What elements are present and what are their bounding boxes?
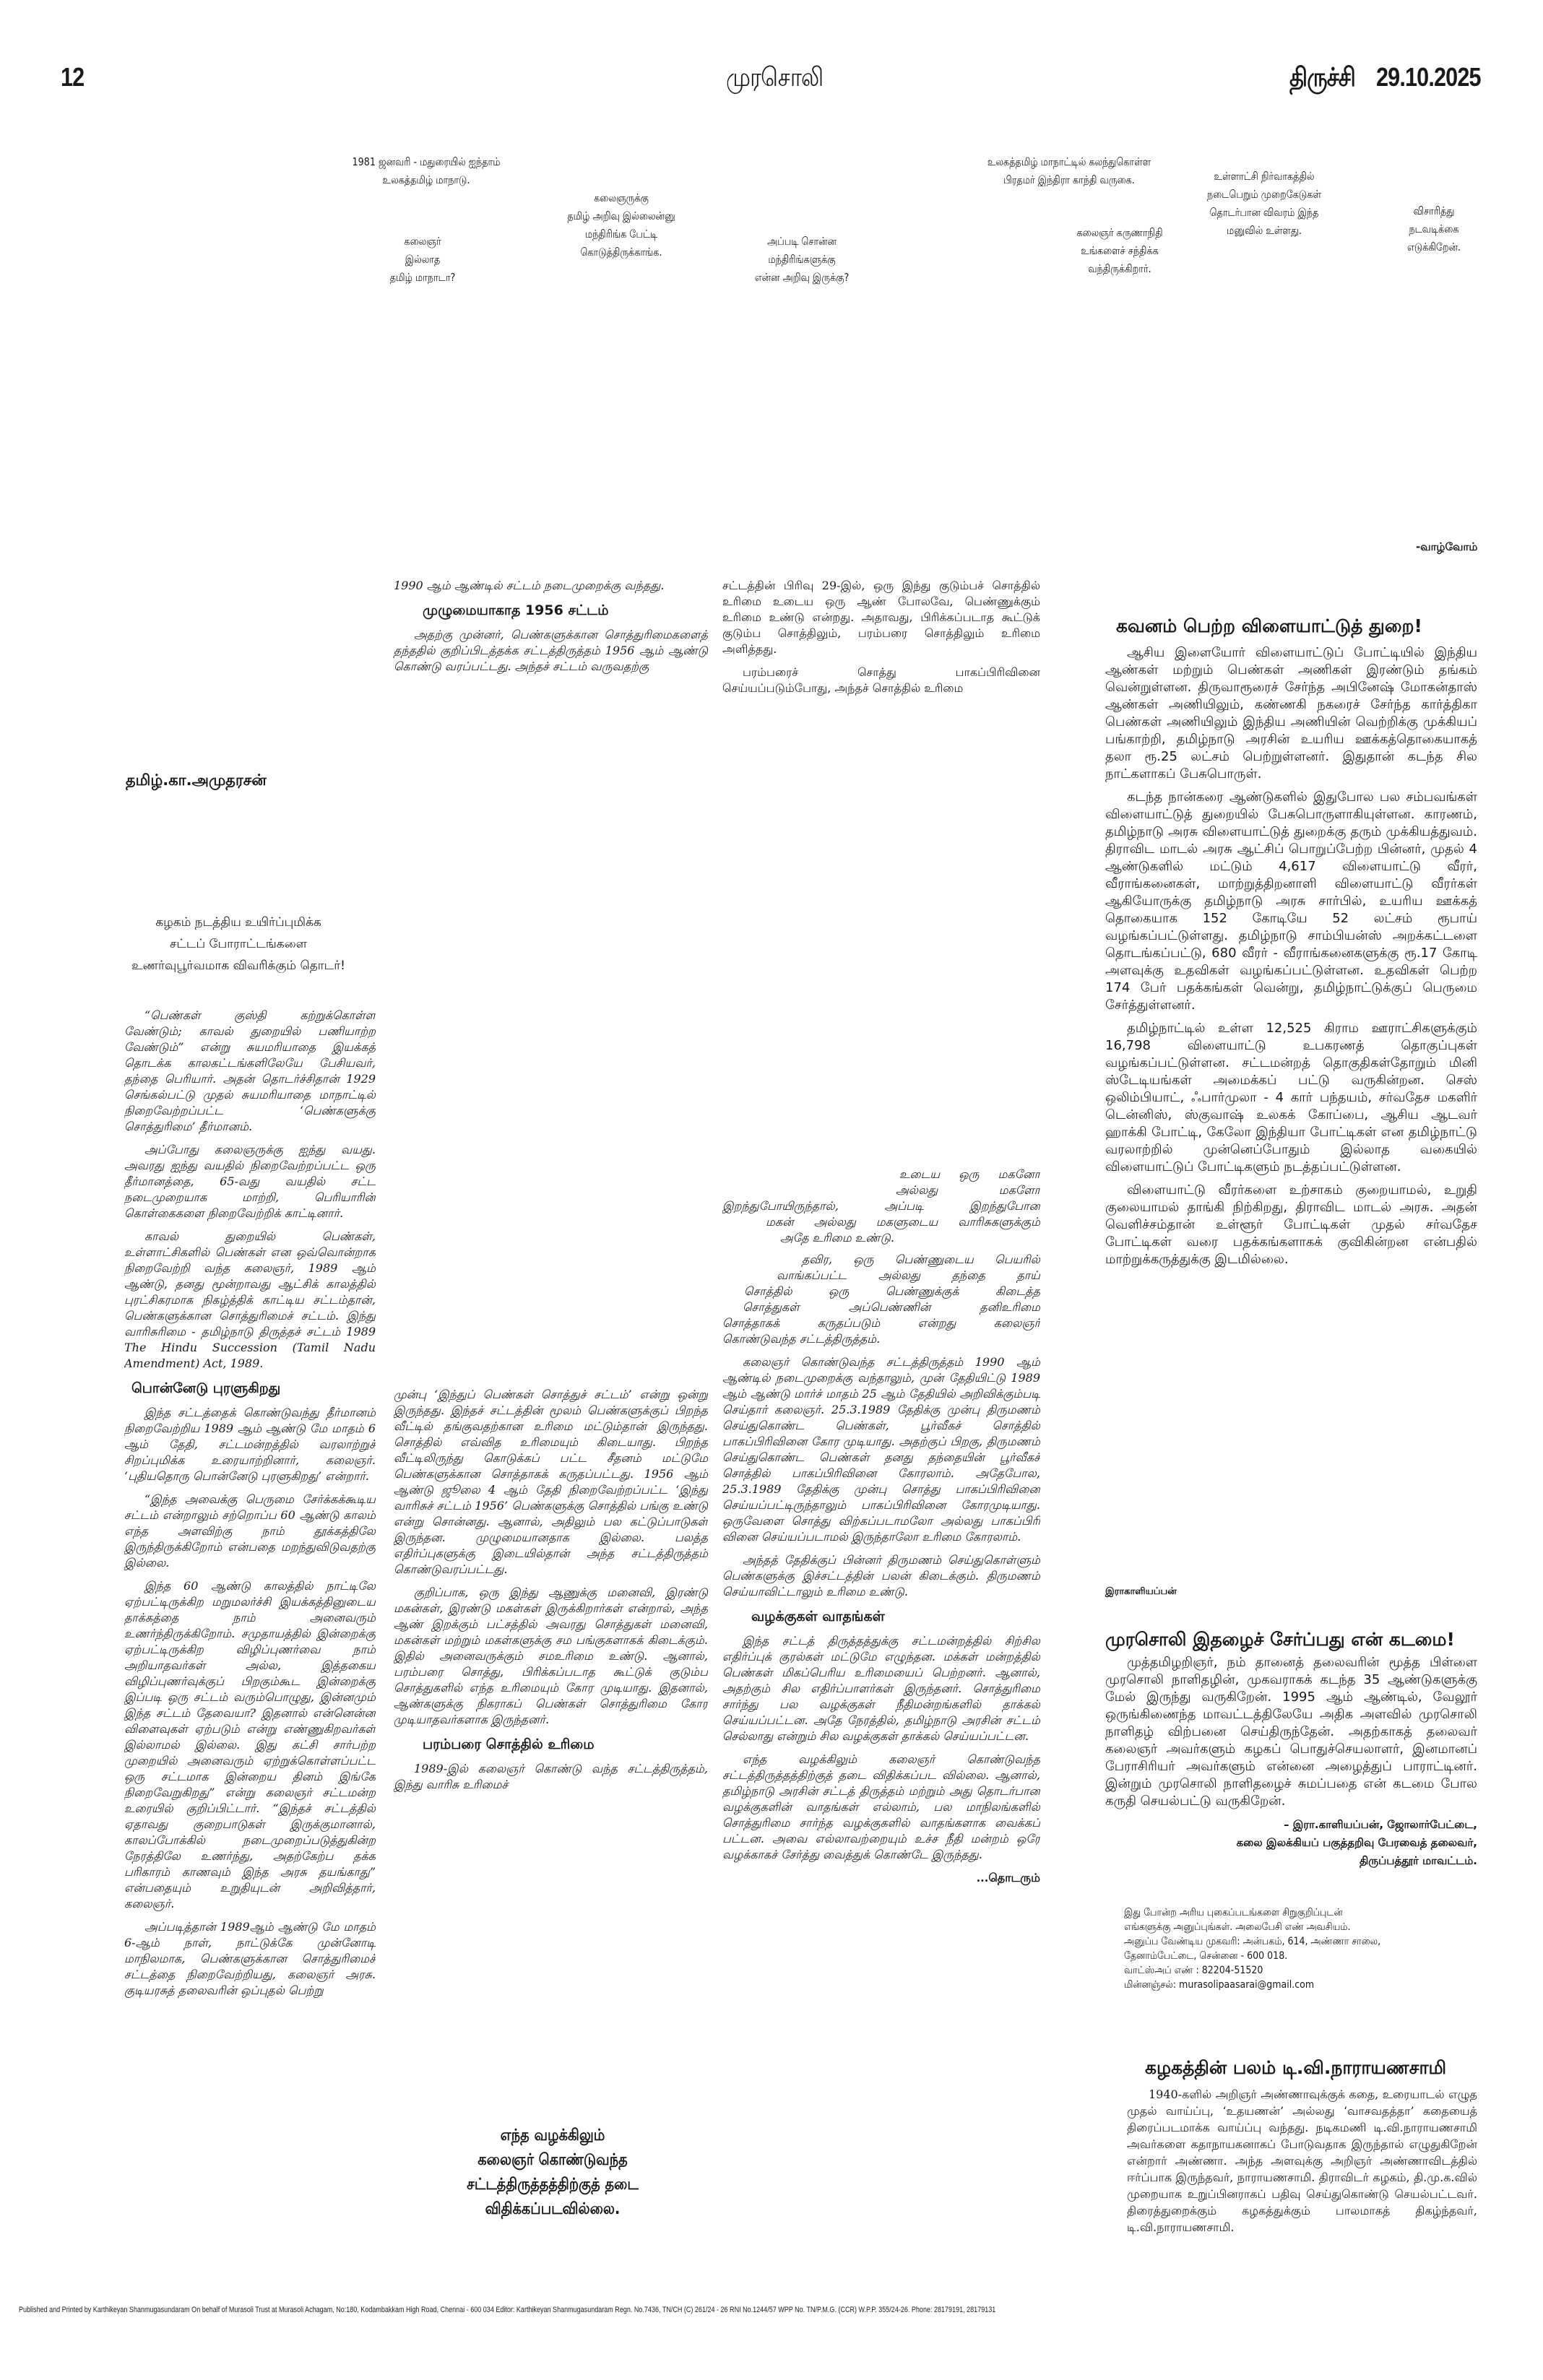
article-column-mid-a-top: [394, 578, 708, 682]
paper-name: முரசொலி: [726, 62, 824, 92]
letter-body: [1105, 1654, 1477, 1870]
caption-line: அப்படி சொன்ன: [767, 235, 837, 248]
sports-article-title: கவனம் பெற்ற விளையாட்டுத் துறை!: [1116, 615, 1422, 636]
paragraph: குறிப்பாக, ஒரு இந்து ஆணுக்கு மனைவி, இரண்டு மகன்கள், இரண்டு மகள்கள் இருக்கிறார்கள் என்றால், அந்த ஆண் இறக்கும் பட்சத்தில் அவரது சொத்துகள் மனைவி, மகன்கள் மற்றும் மகள்களுக்கு சம பங்குகளாகக் கிடைக்கும். இதில் அனைவருக்கும் சமஉரிமை உண்டு. ஆனால், பரம்பரை சொத்து, பிரிக்கப்படாத கூட்டுக் குடும்ப சொத்துகளில் எந்த உரிமையும் கோர முடியாது. இதனால், ஆண்களுக்கு நிகராகப் பெண்கள் சொத்துரிமை கோர முடியாதவர்களாக இருந்தனர்.: [394, 1585, 708, 1726]
caption-line: நடவடிக்கை: [1409, 222, 1459, 235]
author-byline: தமிழ்.கா.அமுதரசன்: [126, 771, 267, 789]
paragraph: “இந்த அவைக்கு பெருமை சேர்க்கக்கூடிய சட்டம் என்றாலும் சற்றொப்ப 60 ஆண்டு காலம் எந்த அளவிற்கு நாம் தூக்கத்திலே இருந்திருக்கிறோம் என்பதை மறந்துவிடுவதற்கு இல்லை.: [124, 1492, 376, 1570]
caption-line: உலகத்தமிழ் மாநாடு.: [382, 173, 470, 186]
subheading: பரம்பரை சொத்தில் உரிமை: [423, 1736, 595, 1752]
text-line: தவிர, ஒரு பெண்ணுடைய பெயரில்: [802, 1252, 1040, 1266]
photo-caption: [959, 153, 1180, 189]
kicker-line: சட்டப் போராட்டங்களை: [169, 937, 308, 951]
quote-line: சட்டத்திருத்தத்திற்குத் தடை: [467, 2176, 639, 2194]
quote-line: கலைஞர் கொண்டுவந்த: [477, 2151, 628, 2169]
quote-line: விதிக்கப்படவில்லை.: [485, 2200, 621, 2218]
paragraph: ஆசிய இளையோர் விளையாட்டுப் போட்டியில் இந்திய ஆண்கள் மற்றும் பெண்கள் அணிகள் இரண்டும் தங்கம் வென்றுள்ளன. திருவாரூரைச் சேர்ந்த அபினேஷ் மோகன்தாஸ் ஆண்கள் அணியிலும், கண்ணகி நகரைச் சேர்ந்த கார்த்திகா பெண்கள் அணியிலும் இந்திய அணியின் வெற்றிக்கு முக்கியப் பங்காற்றி, தமிழ்நாடு அரசின் உயரிய ஊக்கத்தொகையாகத் தலா ரூ.25 லட்சம் பெற்றுள்ளனர். இதுதான் கடந்த சில நாட்களாகப் பேசுபொருள்.: [1105, 645, 1477, 782]
caption-line: உள்ளாட்சி நிர்வாகத்தில்: [1214, 170, 1315, 183]
text-line: சொத்தில் ஒரு பெண்ணுக்குக் கிடைத்த: [744, 1284, 1040, 1298]
page-number: 12: [61, 62, 85, 92]
signature-line: – இரா.காளியப்பன், ஜோலார்பேட்டை,: [1284, 1818, 1477, 1831]
paragraph: முன்பு ‘இந்துப் பெண்கள் சொத்துச் சட்டம்’ என்று ஒன்று இருந்தது. இந்தச் சட்டத்தின் மூலம் பெண்களுக்குப் பிறந்த வீட்டில் தங்குவதற்கான உரிமை மட்டும்தான் இருந்தது. சொத்தில் எவ்வித உரிமையும் கிடையாது. பிறந்த வீட்டிலிருந்து கொடுக்கப் பட்ட சீதனம் மட்டுமே பெண்களுக்கான சொத்தாகக் கருதப்பட்டது. 1956 ஆம் ஆண்டு ஜூலை 4 ஆம் தேதி நிறைவேற்றப்பட்ட ‘இந்து வாரிசுச் சட்டம் 1956’ பெண்களுக்கு சொத்தில் பங்கு உண்டு என்று சொன்னது. ஆனால், அதிலும் பல கட்டுப்பாடுகள் இருந்தன. முழுமையானதாக இல்லை. பலத்த எதிர்ப்புகளுக்கு இடையில்தான் அந்த சட்டத்திருத்தம் கொண்டுவரப்பட்டது.: [394, 1388, 708, 1576]
tv-article-title: கழகத்தின் பலம் டி.வி.நாராயணசாமி: [1145, 2057, 1447, 2078]
quote-line: எந்த வழக்கிலும்: [500, 2126, 605, 2145]
issue-date: 29.10.2025: [1376, 62, 1481, 92]
caption-line: விசாரித்து: [1413, 204, 1455, 217]
text-line: மகன் அல்லது மகளுடைய வாரிசுகளுக்கும்: [766, 1215, 1040, 1229]
signature-line: திருப்பத்தூர் மாவட்டம்.: [1359, 1854, 1477, 1867]
notice-line: இது போன்ற அரிய புகைப்படங்களை சிறுகுறிப்புடன்: [1124, 1907, 1343, 1918]
photo-caption: [322, 153, 531, 189]
caption-line: மந்திரிங்க பேட்டி: [584, 228, 658, 241]
paragraph: கடந்த நான்கரை ஆண்டுகளில் இதுபோல பல சம்பவங்கள் விளையாட்டுத் துறையில் பேசுபொருளாகியுள்ளன. காரணம், தமிழ்நாடு அரசு விளையாட்டுத் துறைக்கு தரும் முக்கியத்துவம். திராவிட மாடல் அரசு ஆட்சிப் பொறுப்பேற்ற பின்னர், முதல் 4 ஆண்டுகளில் மட்டும் 4,617 விளையாட்டு வீரர், வீராங்கனைகள், மாற்றுத்திறனாளி விளையாட்டு வீரர்கள் ஆகியோருக்கு தமிழ்நாடு அரசு சார்பில், உயரிய ஊக்கத் தொகையாக 152 கோடியே 52 லட்சம் ரூபாய் வழங்கப்பட்டுள்ளது. தமிழ்நாடு சாம்பியன்ஸ் அறக்கட்டளை தொடங்கப்பட்டு, 680 வீரர் - வீராங்கனைகளுக்கு ரூ.17 கோடி அளவுக்கு உதவிகள் வழங்கப்பட்டுள்ளன. உதவிகள் பெற்ற 174 பேர் பதக்கங்கள் வென்று, தமிழ்நாட்டுக்குப் பெருமை சேர்த்துள்ளனர்.: [1105, 789, 1477, 1013]
photo-caption: [1197, 168, 1332, 240]
imprint-footer: Published and Printed by Karthikeyan Shanmugasundaram On behalf of Murasoli Trust at Murasoli Achagam, No:180, Kodambakkam High Road, Chennai - 600 034 Editor: Karthikeyan Shanmugasundaram Regn. No.7436, TN/CH (C) 261/24 - 26 RNI No.1244/57 WPP No. TN/P.M.G. (CCR) W.P.P. 355/24-26. Phone: 28179191, 28179131: [19, 2306, 996, 2314]
caption-line: என்ன அறிவு இருக்கு?: [754, 271, 850, 284]
notice-line: அனுப்ப வேண்டிய முகவரி: அன்பகம், 614, அண்ணா சாலை,: [1124, 1936, 1381, 1947]
kicker-line: கழகம் நடத்திய உயிர்ப்புமிக்க: [155, 915, 321, 930]
paragraph: அதற்கு முன்னர், பெண்களுக்கான சொத்துரிமைகளைத் தந்ததில் குறிப்பிடத்தக்க சட்டத்திருத்தம் 1956 ஆம் ஆண்டு கொண்டு வரப்பட்டது. அந்தச் சட்டம் வருவதற்கு: [394, 628, 708, 673]
paragraph: 1940-களில் அறிஞர் அண்ணாவுக்குக் கதை, உரையாடல் எழுத முதல் வாய்ப்பு, ‘உதயணன்’ அல்லது ‘வாசவதத்தா’ கதையைத் திரைப்படமாக்க வாய்ப்பு வந்தது. நடிகமணி டி.வி.நாராயணசாமி அவர்களை கதாநாயகனாகப் போடுவதாக இருந்தால் எழுதுகிறேன் என்றார் அண்ணா. அந்த அளவுக்கு அறிஞர் அண்ணாவிடத்தில் ஈர்ப்பாக இருந்தவர், நாராயணசாமி. திராவிடர் கழகம், தி.மு.க.வில் முறையாக உறுப்பினராகப் பதிவு செய்துகொண்டு செயல்பட்டவர். திரைத்துறைக்கும் கழகத்துக்கும் பாலமாகத் திகழ்ந்தவர், டி.வி.நாராயணசாமி.: [1127, 2087, 1477, 2234]
caption-line: எடுக்கிறேன்.: [1406, 241, 1461, 254]
signature-line: கலை இலக்கியப் பகுத்தறிவு பேரவைத் தலைவர்,: [1236, 1836, 1477, 1849]
paragraph: பரம்பரைச் சொத்து பாகப்பிரிவினை செய்யப்படும்போது, அந்தச் சொத்தில் உரிமை: [722, 665, 1040, 695]
caption-line: தமிழ் அறிவு இல்லைன்னு: [567, 209, 675, 222]
text-line: அல்லது மகளோ: [896, 1183, 1040, 1197]
caption-line: 1981 ஜனவரி - மதுரையில் ஐந்தாம்: [352, 155, 501, 168]
paragraph: கலைஞர் கொண்டுவந்த சட்டத்திருத்தம் 1990 ஆம் ஆண்டில் நடைமுறைக்கு வந்தாலும், முன் தேதியிட்டு 1989 ஆம் ஆண்டு மார்ச் மாதம் 25 ஆம் தேதியில் அறிவிக்கும்படி செய்தார் கலைஞர். 25.3.1989 தேதிக்கு முன்பு திருமணம் செய்துகொண்ட பெண்கள், பூர்வீகச் சொத்தில் பாகப்பிரிவினை கோர முடியாது. அதற்குப் பிறகு, திருமணம் செய்துகொண்ட பெண்கள் தனது தந்தையின் பூர்வீகச் சொத்தில் பாகப்பிரிவினை கோரலாம். அதேபோல, 25.3.1989 தேதிக்கு முன்பு சொத்து பாகப்பிரிவினை செய்யப்பட்டிருந்தாலும் பாகப்பிரிவினை கோரமுடியாது. ஒருவேளை சொத்து விற்கப்படாமலோ அல்லது பாகப்பிரி வினை செய்யப்படாமல் இருந்தாலோ உரிமை கோரலாம்.: [722, 1355, 1040, 1544]
article-column-mid-a: [394, 1387, 708, 2109]
photo-caption: [376, 233, 469, 287]
text-line: அதே உரிமை உண்டு.: [780, 1231, 895, 1245]
text-line: வாங்கப்பட்ட அல்லது தந்தை தாய்: [777, 1268, 1040, 1282]
photo-caption: [740, 233, 863, 287]
paragraph: இந்த 60 ஆண்டு காலத்தில் நாட்டிலே ஏற்பட்டிருக்கிற மறுமலர்ச்சி இயக்கத்தினுடைய தாக்கத்தை நாம் அனைவரும் உணர்ந்திருக்கிறோம். சமுதாயத்தில் இன்றைக்கு ஏற்பட்டிருக்கிற விழிப்புணர்வை நாம் அறியாதவர்கள் அல்ல, இத்தகைய விழிப்புணர்வுக்குப் பிறகும்கூட இன்றைக்கு இப்படி ஒரு சட்டம் வரும்பொழுது, இன்னமும் இந்த சட்டம் தேவையா? இதனால் என்னென்ன விளைவுகள் ஏற்படும் என்று எண்ணுகிறவர்கள் இல்லாமல் இல்லை. இது கட்சி சார்பற்ற முறையில் அனைவரும் ஏற்றுக்கொள்ளப்பட்ட ஒரு சட்டமாக இன்றைய தினம் இங்கே நிறைவேறுகிறது” என்று கலைஞர் சட்டமன்ற உரையில் குறிப்பிட்டார். “இந்தச் சட்டத்தில் ஏதாவது குறைபாடுகள் இருக்குமானால், காலப்போக்கில் நடைமுறைப்படுத்துகின்ற நேரத்திலே உணர்ந்து, அதற்கேற்ப தக்க பரிகாரம் காணவும் இந்த அரசு தயங்காது” என்பதையும் உறுதியுடன் அறிவித்தார், கலைஞர்.: [124, 1579, 376, 1911]
whatsapp-number: வாட்ஸ்அப் எண் : 82204-51520: [1124, 1965, 1263, 1976]
caption-line: உலகத்தமிழ் மாநாட்டில் கலந்துகொள்ள: [987, 155, 1151, 168]
paragraph: 1989-இல் கலைஞர் கொண்டு வந்த சட்டத்திருத்தம், இந்து வாரிசு உரிமைச்: [394, 1762, 708, 1791]
paragraph: சட்டத்தின் பிரிவு 29-இல், ஒரு இந்து குடும்பச் சொத்தில் உரிமை உடைய ஒரு ஆண் போலவே, பெண்ணுக்கும் உரிமை உண்டு என்றது. அதாவது, பிரிக்கப்படாத கூட்டுக் குடும்ப சொத்திலும், பரம்பரை சொத்திலும் உரிமை அளித்தது.: [722, 579, 1040, 656]
text-line: இறந்துபோயிருந்தால், அப்படி இறந்துபோன: [722, 1199, 1040, 1213]
article-column-mid-b: [722, 1167, 1040, 2250]
sign-off: -வாழ்வோம்: [1416, 540, 1478, 553]
paragraph: “பெண்கள் குஸ்தி கற்றுக்கொள்ள வேண்டும்; காவல் துறையில் பணியாற்ற வேண்டும்” என்று சுயமரியாதை இயக்கத் தொடக்க காலகட்டங்களிலேயே பேசியவர், தந்தை பெரியார். அதன் தொடர்ச்சிதான் 1929 செங்கல்பட்டு முதல் சுயமரியாதை மாநாட்டில் நிறைவேற்றப்பட்ட ‘பெண்களுக்கு சொத்துரிமை’ தீர்மானம்.: [124, 1008, 376, 1133]
caption-line: வந்திருக்கிறார்.: [1088, 262, 1151, 275]
paragraph: எந்த வழக்கிலும் கலைஞர் கொண்டுவந்த சட்டத்திருத்தத்திற்குத் தடை விதிக்கப்பட வில்லை. ஆனால், தமிழ்நாடு அரசின் சட்டத் திருத்தம் மற்றும் அது தொடர்பான வழக்குகளின் வாதங்கள் எல்லாம், பல மாநிலங்களில் சொத்துரிமை சார்ந்த வழக்குகளில் வாதங்களாக வைக்கப் பட்டன. அவை எல்லாவற்றையும் உச்ச நீதி மன்றம் ஒரே வழக்காகச் சேர்த்து வைத்துக் கொண்டே இருந்தது.: [722, 1752, 1040, 1861]
paragraph: காவல் துறையில் பெண்கள், உள்ளாட்சிகளில் பெண்கள் என ஒவ்வொன்றாக நிறைவேற்றி வந்த கலைஞர், 1989 ஆம் ஆண்டு, தனது மூன்றாவது ஆட்சிக் காலத்தில் புரட்சிகரமாக நிகழ்த்திக் காட்டிய சட்டம்தான், பெண்களுக்கான சொத்துரிமைச் சட்டம். இந்து வாரிசுரிமை - தமிழ்நாடு திருத்தச் சட்டம் 1989 The Hindu Succession (Tamil Nadu Amendment) Act, 1989.: [124, 1229, 376, 1370]
submission-notice: [1124, 1905, 1436, 1992]
caption-line: தமிழ் மாநாடா?: [389, 271, 456, 284]
letter-title: முரசொலி இதழைச் சேர்ப்பது என் கடமை!: [1105, 1629, 1455, 1650]
subheading: முழுமையாகாத 1956 சட்டம்: [423, 602, 609, 618]
caption-line: கலைஞர் கருணாநிதி: [1076, 226, 1163, 239]
article-column-left: [124, 1008, 376, 2264]
text-line: கொண்டுவந்த சட்டத்திருத்தம்.: [722, 1332, 881, 1346]
caption-line: மனுவில் உள்ளது.: [1227, 224, 1302, 237]
article-kicker: [108, 912, 368, 977]
subheading: வழக்குகள் வாதங்கள்: [751, 1609, 885, 1624]
text-line: சொத்துகள் அப்பெண்ணின் தனிஉரிமை: [743, 1300, 1040, 1314]
photo-caption: [1400, 202, 1468, 256]
paragraph: இந்த சட்டத்தைக் கொண்டுவந்து தீர்மானம் நிறைவேற்றிய 1989 ஆம் ஆண்டு மே மாதம் 6 ஆம் தேதி, சட்டமன்றத்தில் வரலாற்றுச் சிறப்புமிக்க உரையாற்றினார், கலைஞர். ‘புதியதொரு பொன்னேடு புரளுகிறது’ என்றார்.: [124, 1406, 376, 1483]
paragraph: முத்தமிழறிஞர், நம் தானைத் தலைவரின் மூத்த பிள்ளை முரசொலி நாளிதழின், முகவராகக் கடந்த 35 ஆண்டுகளுக்கு மேல் இருந்து வருகிறேன். 1995 ஆம் ஆண்டில், வேலூர் ஒருங்கிணைந்த மாவட்டத்திலேயே அதிக அளவில் முரசொலி நாளிதழ் விற்பனை செய்திருந்தேன். அதற்காகத் தலைவர் கலைஞர் அவர்களும் கழகப் பொதுச்செயலாளர், இனமானப் பேராசிரியர் அவர்களும் என்னை அழைத்துப் பாராட்டினர். இன்றும் முரசொலி நாளிதழைச் சுமப்பதை என் கடமை போல கருதி செயல்பட்டு வருகிறேன்.: [1105, 1655, 1477, 1809]
subheading: பொன்னேடு புரளுகிறது: [131, 1380, 281, 1396]
caption-line: நடைபெறும் முறைகேடுகள்: [1207, 188, 1321, 201]
sports-article-body: [1105, 644, 1477, 1274]
paragraph: தமிழ்நாட்டில் உள்ள 12,525 கிராம ஊராட்சிகளுக்கும் 16,798 விளையாட்டு உபகரணத் தொகுப்புகள் வழங்கப்பட்டுள்ளன. சட்டமன்றத் தொகுதிகள்தோறும் மினி ஸ்டேடியங்கள் அமைக்கப் பட்டு வருகின்றன. செஸ் ஒலிம்பியாட், ஃபார்முலா - 4 கார் பந்தயம், சர்வதேச மகளிர் டென்னிஸ், ஸ்குவாஷ் உலகக் கோப்பை, ஆசிய ஆடவர் ஹாக்கி போட்டி, கேலோ இந்தியா போட்டிகள் என தமிழ்நாட்டு வரலாற்றில் முன்னெப்போதும் இல்லாத வகையில் விளையாட்டுப் போட்டிகளும் நடத்தப்பட்டுள்ளன.: [1105, 1021, 1477, 1174]
caption-line: கலைஞர்: [404, 235, 441, 248]
photo-caption: [1058, 224, 1181, 278]
caption-line: பிரதமர் இந்திரா காந்தி வருகை.: [1003, 173, 1135, 186]
text-line: சொத்தாகக் கருதப்படும் என்றது கலைஞர்: [722, 1316, 1040, 1330]
paragraph: அப்படித்தான் 1989ஆம் ஆண்டு மே மாதம் 6-ஆம் நாள், நாட்டுக்கே முன்னோடி மாநிலமாக, பெண்களுக்கான சொத்துரிமைச் சட்டத்தை நிறைவேற்றியது, கலைஞர் அரசு. குடியரசுத் தலைவரின் ஒப்புதல் பெற்று: [124, 1920, 376, 1997]
continued-label: ...தொடரும்: [976, 1871, 1040, 1884]
paragraph: இந்த சட்டத் திருத்தத்துக்கு சட்டமன்றத்தில் சிற்சில எதிர்ப்புக் குரல்கள் மட்டுமே எழுந்தன. மக்கள் மன்றத்தில் பெண்கள் மிகப்பெரிய உரிமையைப் பெற்றனர். ஆனால், அதற்கும் சில எதிர்ப்பாளர்கள் இருந்தனர். சொத்துரிமை சார்ந்து பல வழக்குகள் நீதிமன்றங்களில் தாக்கல் செய்யப்பட்டன. அதே நேரத்தில், தமிழ்நாடு அரசின் சட்டம் செல்லாது என்றும் சில வழக்குகள் தாக்கல் செய்யப்பட்டன.: [722, 1634, 1040, 1743]
tv-article-body: [1127, 2086, 1477, 2243]
photo-caption: [548, 189, 695, 261]
paragraph: அந்தத் தேதிக்குப் பின்னர் திருமணம் செய்துகொள்ளும் பெண்களுக்கு இச்சட்டத்தின் பலன் கிடைக்கும். திருமணம் செய்யாவிட்டாலும் உரிமை உண்டு.: [722, 1553, 1040, 1598]
paragraph: விளையாட்டு வீரர்களை உற்சாகம் குறையாமல், உறுதி குலையாமல் தாங்கி நிற்கிறது, திராவிட மாடல் அரசு. அதன் வெளிச்சம்தான் உள்ளூர் போட்டிகள் முதல் சர்வதேச போட்டிகள் வரை பதக்கங்களாகக் குவிகின்றன என்பதில் மாற்றுக்கருத்துக்கு இடமில்லை.: [1105, 1182, 1477, 1267]
caption-line: இல்லாத: [405, 253, 441, 266]
notice-line: எங்களுக்கு அனுப்புங்கள். அலைபேசி எண் அவசியம்.: [1124, 1921, 1351, 1933]
paragraph: 1990 ஆம் ஆண்டில் சட்டம் நடைமுறைக்கு வந்தது.: [394, 579, 665, 592]
notice-line: தேனாம்பேட்டை, சென்னை - 600 018.: [1124, 1950, 1288, 1962]
caption-line: கொடுத்திருக்காங்க.: [580, 246, 662, 259]
article-column-mid-b-top: [722, 578, 1040, 704]
edition: திருச்சி: [1289, 62, 1355, 92]
paragraph: அப்போது கலைஞருக்கு ஐந்து வயது. அவரது ஐந்து வயதில் நிறைவேற்றப்பட்ட ஒரு தீர்மானத்தை, 65-வது வயதில் சட்ட நடைமுறையாக மாற்றி, பெரியாரின் கொள்கைகளை நிறைவேற்றிக் காட்டினார்.: [124, 1143, 376, 1220]
caption-line: கலைஞருக்கு: [594, 191, 649, 204]
caption-line: மந்திரிங்களுக்கு: [768, 253, 836, 266]
caption-line: தொடர்பான விவரம் இந்த: [1209, 206, 1319, 219]
photo-caption: இராகாளியப்பன்: [1105, 1586, 1177, 1597]
kicker-line: உணர்வுபூர்வமாக விவரிக்கும் தொடர்!: [131, 959, 345, 973]
caption-line: உங்களைச் சந்திக்க: [1081, 244, 1159, 257]
letter-signature: [1105, 1816, 1477, 1870]
text-line: உடைய ஒரு மகனோ: [899, 1167, 1040, 1181]
pull-quote: [412, 2124, 692, 2222]
email-link[interactable]: மின்னஞ்சல்: murasolipaasarai@gmail.com: [1124, 1979, 1315, 1991]
